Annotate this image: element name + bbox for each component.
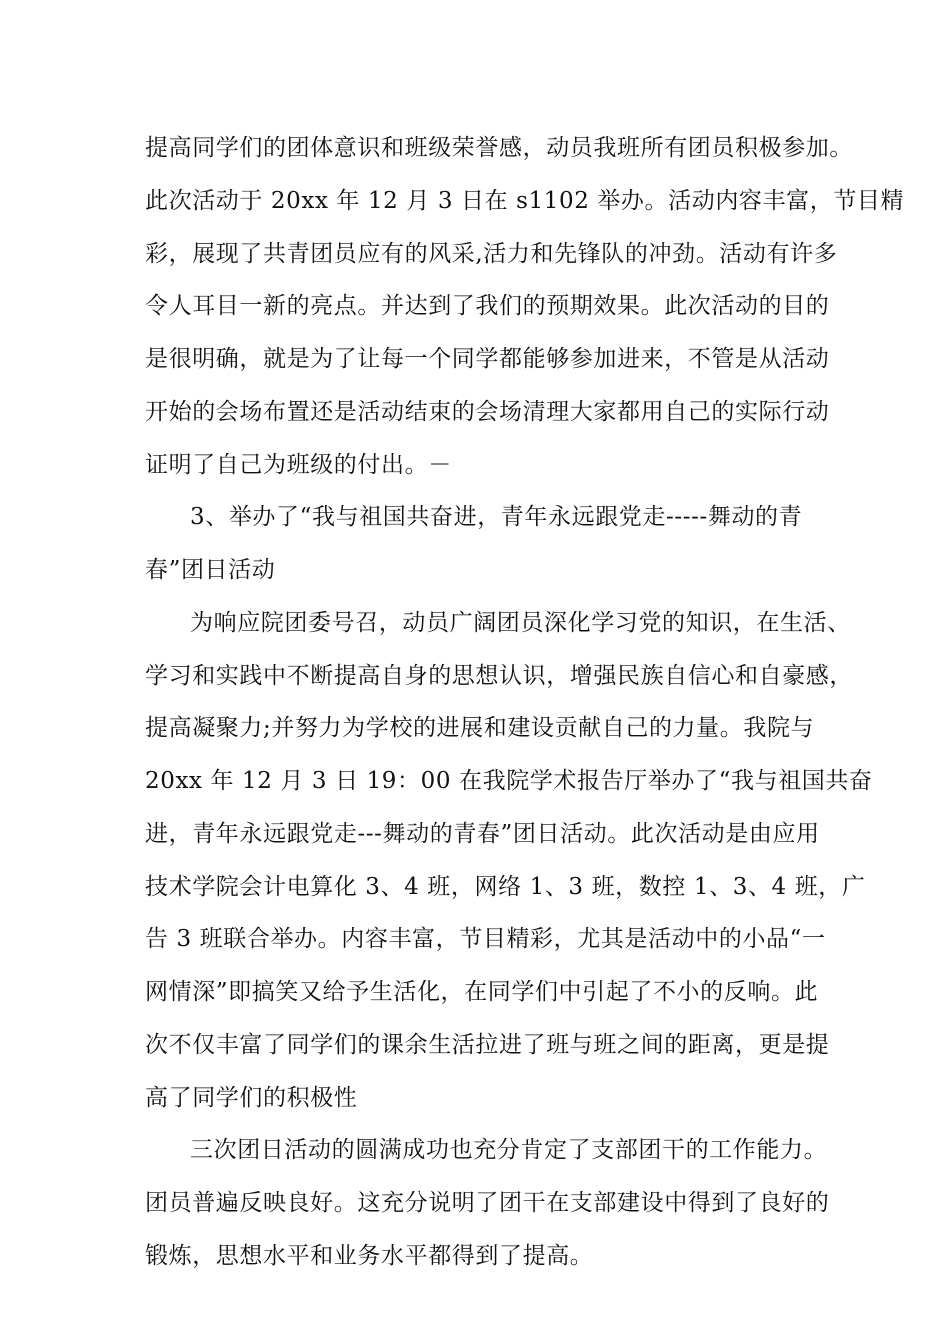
text-line: 为响应院团委号召，动员广阔团员深化学习党的知识，在生活、 [190, 610, 851, 636]
text-line: 技术学院会计电算化 3、4 班，网络 1、3 班，数控 1、3、4 班，广 [145, 874, 866, 900]
text-line: 高了同学们的积极性 [145, 1085, 358, 1111]
text-line: 三次团日活动的圆满成功也充分肯定了支部团干的工作能力。 [190, 1137, 828, 1163]
text-line: 20xx 年 12 月 3 日 19：00 在我院学术报告厅举办了“我与祖国共奋 [145, 768, 873, 794]
text-line: 证明了自己为班级的付出。－ [145, 452, 452, 478]
text-line: 次不仅丰富了同学们的课余生活拉进了班与班之间的距离，更是提 [145, 1032, 830, 1058]
text-line: 学习和实践中不断提高自身的思想认识，增强民族自信心和自豪感， [145, 663, 853, 689]
text-line: 彩，展现了共青团员应有的风采,活力和先锋队的冲劲。活动有许多 [145, 241, 838, 267]
text-line: 此次活动于 20xx 年 12 月 3 日在 s1102 举办。活动内容丰富，节目精 [145, 188, 905, 214]
text-line: 令人耳目一新的亮点。并达到了我们的预期效果。此次活动的目的 [145, 293, 830, 319]
text-line: 告 3 班联合举办。内容丰富，节目精彩，尤其是活动中的小品“一 [145, 926, 826, 952]
text-line: 网情深”即搞笑又给予生活化，在同学们中引起了不小的反响。此 [145, 979, 819, 1005]
text-line: 团员普遍反映良好。这充分说明了团干在支部建设中得到了良好的 [145, 1190, 830, 1216]
text-line: 开始的会场布置还是活动结束的会场清理大家都用自己的实际行动 [145, 399, 830, 425]
section-heading-continued: 春”团日活动 [145, 557, 276, 583]
text-line: 进，青年永远跟党走---舞动的青春”团日活动。此次活动是由应用 [145, 821, 820, 847]
text-line: 锻炼，思想水平和业务水平都得到了提高。 [145, 1243, 594, 1269]
text-line: 是很明确，就是为了让每一个同学都能够参加进来，不管是从活动 [145, 346, 830, 372]
text-line: 提高凝聚力;并努力为学校的进展和建设贡献自己的力量。我院与 [145, 715, 815, 741]
text-line: 提高同学们的团体意识和班级荣誉感，动员我班所有团员积极参加。 [145, 135, 853, 161]
section-heading: 3、举办了“我与祖国共奋进，青年永远跟党走-----舞动的青 [190, 504, 803, 530]
